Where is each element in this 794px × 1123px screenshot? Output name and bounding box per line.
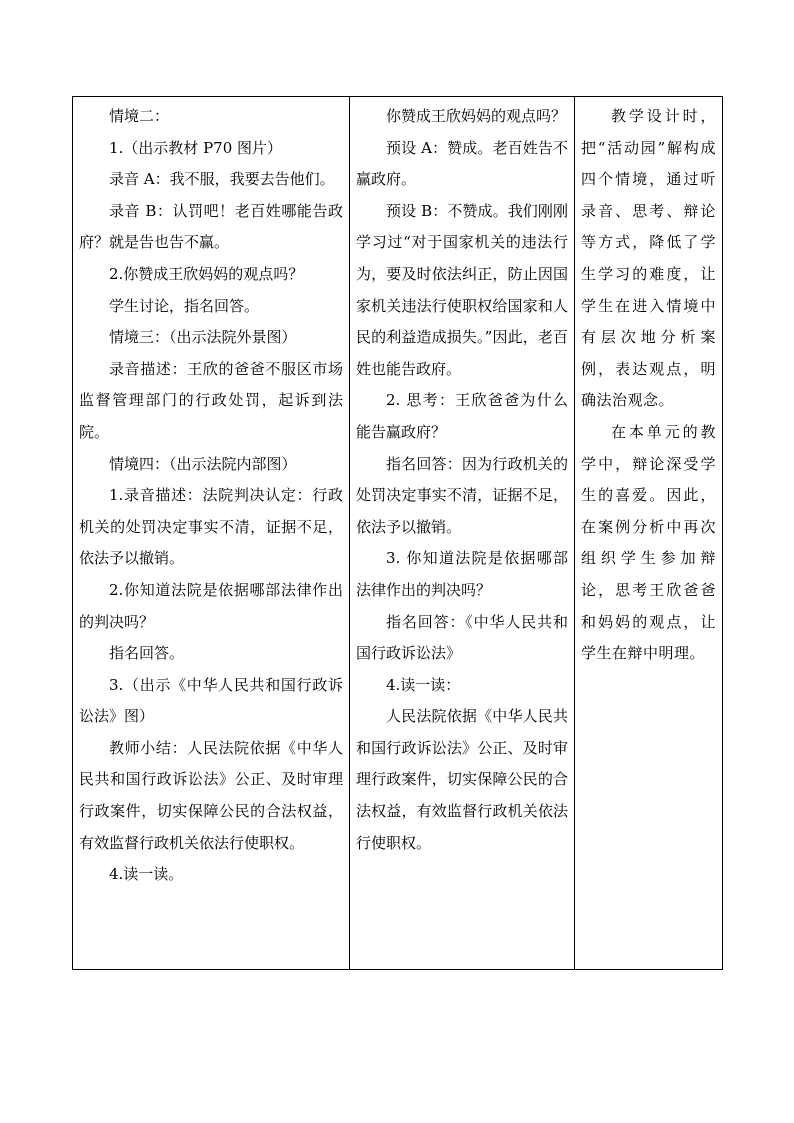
paragraph: 情境二： — [109, 107, 170, 125]
lesson-plan-table — [72, 96, 723, 970]
paragraph: 预设 B：不赞成。我们刚刚学习过“对于国家机关的违法行为，要及时依法纠正，防止因国家机关违法行使职权给国家和人民的利益造成损失。”因此，老百姓也能告政府。 — [356, 201, 568, 378]
paragraph: 4.读一读。 — [109, 865, 184, 884]
paragraph: 预设 A：赞成。老百姓告不赢政府。 — [356, 138, 568, 189]
paragraph: 指名回答。 — [109, 644, 185, 663]
paragraph: 录音 A：我不服，我要去告他们。 — [109, 170, 335, 189]
paragraph: 指名回答：因为行政机关的处罚决定事实不清，证据不足，依法予以撤销。 — [356, 454, 568, 536]
teaching-process-column — [73, 97, 350, 970]
paragraph: 教学设计时，把“活动园”解构成四个情境，通过听录音、思考、辩论等方式，降低了学生学习的难度，让学生在进入情境中有层次地分析案例，表达观点，明确法治观念。 — [581, 107, 716, 410]
paragraph: 录音描述：王欣的爸爸不服区市场监督管理部门的行政处罚，起诉到法院。 — [79, 359, 343, 441]
paragraph: 3. 你知道法院是依据哪部法律作出的判决吗？ — [356, 549, 568, 599]
paragraph: 1.录音描述：法院判决认定：行政机关的处罚决定事实不清，证据不足，依法予以撤销。 — [79, 486, 343, 568]
paragraph: 你赞成王欣妈妈的观点吗？ — [386, 107, 567, 125]
paragraph: 2. 思考：王欣爸爸为什么能告赢政府？ — [356, 391, 568, 441]
paragraph: 3.（出示《中华人民共和国行政诉讼法》图） — [79, 675, 343, 726]
design-intent-column — [575, 97, 723, 970]
paragraph: 在本单元的教学中，辩论深受学生的喜爱。因此，在案例分析中再次组织学生参加辩论，思考王欣爸爸和妈妈的观点，让学生在辩中明理。 — [581, 422, 716, 663]
paragraph: 情境三：（出示法院外景图） — [109, 328, 297, 347]
paragraph: 2.你赞成王欣妈妈的观点吗？ — [109, 264, 304, 283]
paragraph: 2.你知道法院是依据哪部法律作出的判决吗？ — [79, 580, 343, 631]
paragraph: 指名回答：《中华人民共和国行政诉讼法》 — [356, 612, 568, 663]
paragraph: 1.（出示教材 P70 图片） — [109, 138, 283, 157]
paragraph: 4.读一读： — [386, 675, 461, 694]
paragraph: 录音 B：认罚吧！老百姓哪能告政府？就是告也告不赢。 — [79, 201, 343, 252]
table-row — [73, 97, 723, 970]
student-activity-column — [350, 97, 575, 970]
paragraph: 教师小结：人民法院依据《中华人民共和国行政诉讼法》公正、及时审理行政案件，切实保障公民的合法权益，有效监督行政机关依法行使职权。 — [79, 738, 343, 852]
paragraph: 学生讨论，指名回答。 — [109, 296, 260, 315]
paragraph: 情境四：（出示法院内部图） — [109, 454, 297, 473]
paragraph: 人民法院依据《中华人民共和国行政诉讼法》公正、及时审理行政案件，切实保障公民的合法权益，有效监督行政机关依法行使职权。 — [356, 707, 568, 852]
